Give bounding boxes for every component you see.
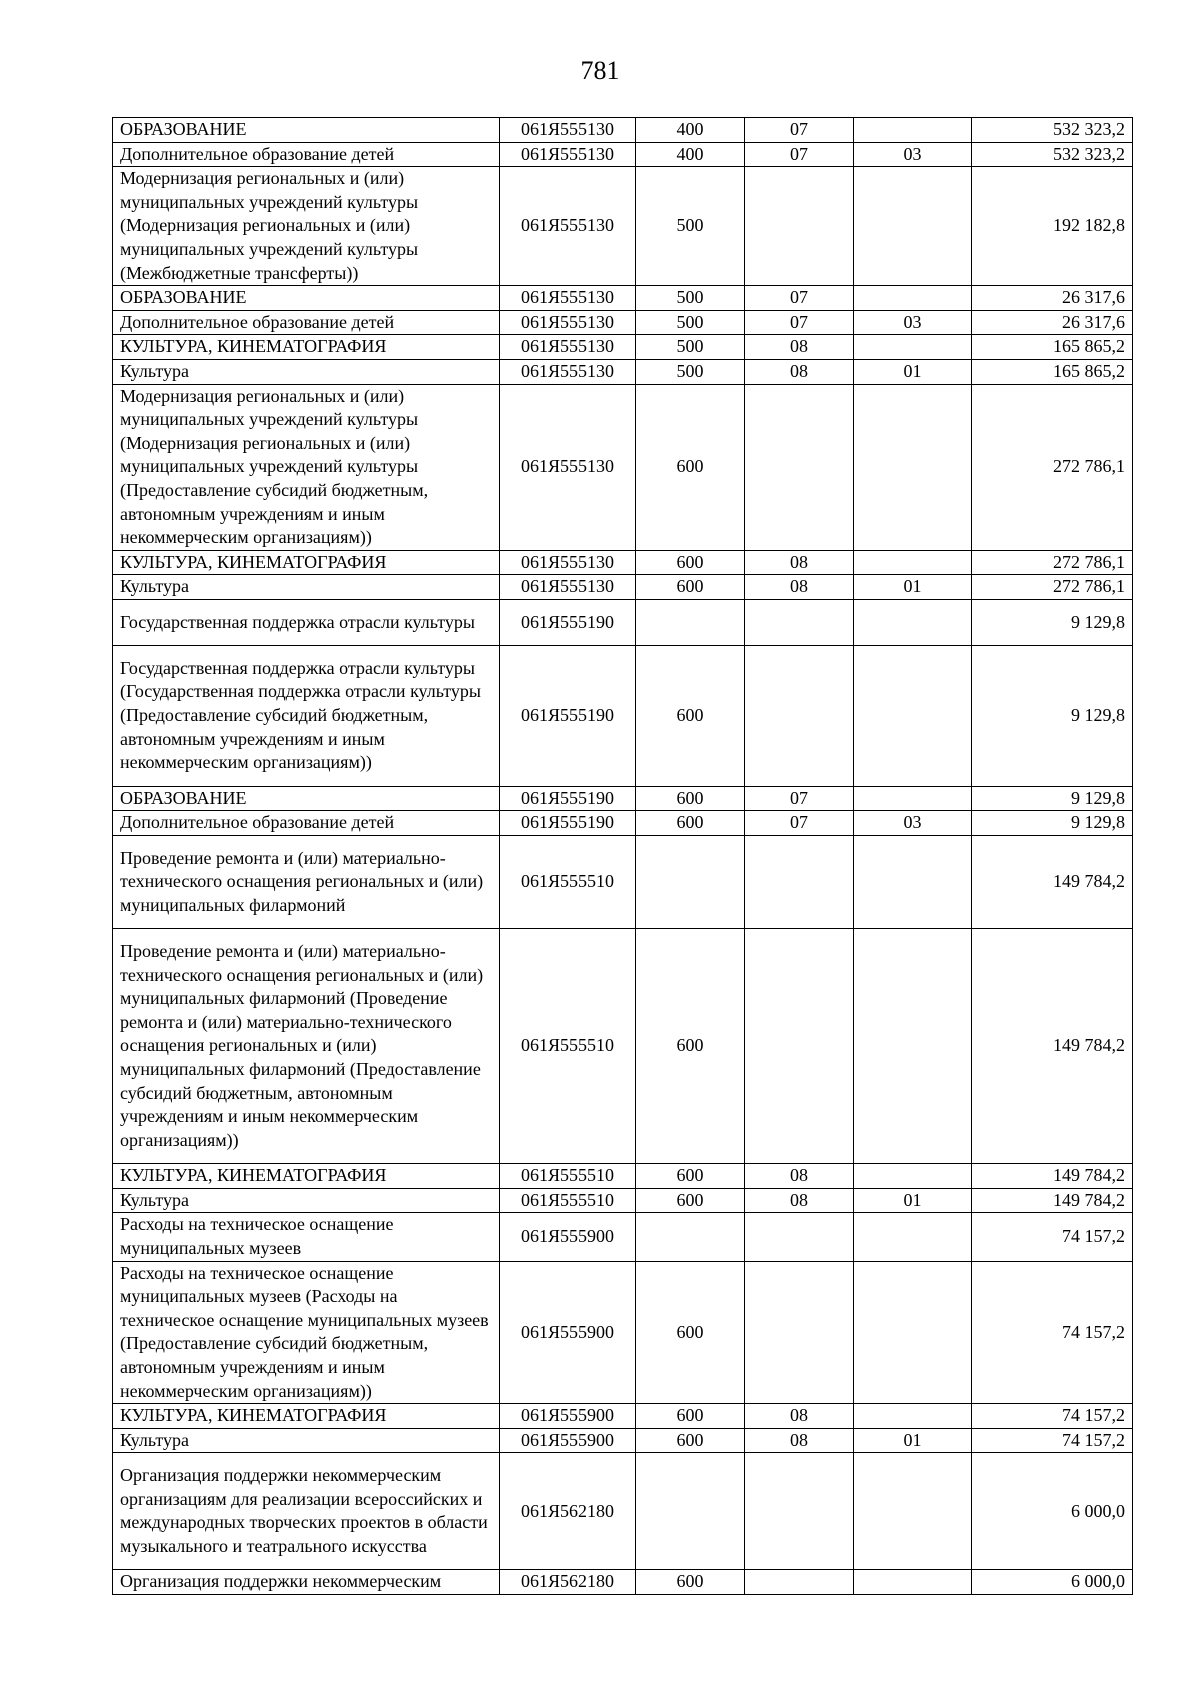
row-code: 061Я555510 (500, 835, 636, 928)
row-name: Государственная поддержка отрасли культуры (113, 599, 500, 645)
table-row (113, 1453, 1133, 1570)
row-section (745, 1261, 854, 1404)
row-code: 061Я555130 (500, 118, 636, 143)
row-expense-type: 500 (636, 310, 745, 335)
row-name: КУЛЬТУРА, КИНЕМАТОГРАФИЯ (113, 550, 500, 575)
row-subsection (854, 1164, 972, 1189)
row-section: 08 (745, 359, 854, 384)
row-amount: 6 000,0 (972, 1570, 1133, 1595)
row-subsection (854, 929, 972, 1164)
row-name: Организация поддержки некоммерческим (113, 1570, 500, 1595)
row-expense-type: 500 (636, 167, 745, 286)
row-expense-type: 600 (636, 550, 745, 575)
row-amount: 26 317,6 (972, 286, 1133, 311)
row-code: 061Я555130 (500, 359, 636, 384)
row-amount: 192 182,8 (972, 167, 1133, 286)
row-expense-type: 600 (636, 1164, 745, 1189)
row-expense-type: 600 (636, 1570, 745, 1595)
row-subsection (854, 335, 972, 360)
table-row (113, 142, 1133, 167)
table-row (113, 1428, 1133, 1453)
row-section: 08 (745, 1404, 854, 1429)
row-name: Дополнительное образование детей (113, 142, 500, 167)
row-name: КУЛЬТУРА, КИНЕМАТОГРАФИЯ (113, 1404, 500, 1429)
table-row (113, 310, 1133, 335)
row-code: 061Я555130 (500, 286, 636, 311)
row-code: 061Я555900 (500, 1428, 636, 1453)
row-subsection (854, 1570, 972, 1595)
row-amount: 272 786,1 (972, 575, 1133, 600)
row-section: 07 (745, 142, 854, 167)
row-amount: 9 129,8 (972, 786, 1133, 811)
row-amount: 149 784,2 (972, 1188, 1133, 1213)
row-amount: 6 000,0 (972, 1453, 1133, 1570)
row-subsection (854, 1404, 972, 1429)
row-expense-type: 500 (636, 286, 745, 311)
row-expense-type (636, 599, 745, 645)
row-name: Культура (113, 1428, 500, 1453)
row-expense-type (636, 1213, 745, 1261)
table-row (113, 1164, 1133, 1189)
row-subsection (854, 167, 972, 286)
row-name: Дополнительное образование детей (113, 811, 500, 836)
row-amount: 9 129,8 (972, 599, 1133, 645)
table-row (113, 359, 1133, 384)
table-row (113, 1404, 1133, 1429)
row-subsection (854, 1261, 972, 1404)
row-code: 061Я555130 (500, 384, 636, 550)
row-code: 061Я555190 (500, 599, 636, 645)
row-section (745, 599, 854, 645)
row-subsection (854, 550, 972, 575)
row-section: 07 (745, 786, 854, 811)
row-amount: 9 129,8 (972, 646, 1133, 787)
row-expense-type: 600 (636, 575, 745, 600)
row-code: 061Я555130 (500, 335, 636, 360)
table-row (113, 335, 1133, 360)
row-section (745, 1570, 854, 1595)
row-code: 061Я562180 (500, 1453, 636, 1570)
row-code: 061Я555900 (500, 1213, 636, 1261)
row-name: Расходы на техническое оснащение муниципальных музеев (Расходы на техническое оснащение муниципальных музеев (Предоставление субсидий бюджетным, автономным учреждениям и иным некоммерческим организациям)) (113, 1261, 500, 1404)
row-subsection: 01 (854, 1428, 972, 1453)
table-row (113, 1188, 1133, 1213)
row-section (745, 384, 854, 550)
row-subsection (854, 1453, 972, 1570)
table-row (113, 384, 1133, 550)
row-amount: 165 865,2 (972, 359, 1133, 384)
row-amount: 165 865,2 (972, 335, 1133, 360)
row-section: 08 (745, 1428, 854, 1453)
row-amount: 532 323,2 (972, 142, 1133, 167)
row-amount: 532 323,2 (972, 118, 1133, 143)
row-expense-type: 600 (636, 1188, 745, 1213)
row-subsection: 01 (854, 359, 972, 384)
row-section (745, 646, 854, 787)
row-code: 061Я555900 (500, 1404, 636, 1429)
row-section: 07 (745, 310, 854, 335)
table-row (113, 929, 1133, 1164)
table-row (113, 646, 1133, 787)
row-code: 061Я555190 (500, 646, 636, 787)
row-subsection: 03 (854, 811, 972, 836)
row-expense-type: 600 (636, 646, 745, 787)
row-name: Государственная поддержка отрасли культуры (Государственная поддержка отрасли культуры (Предоставление субсидий бюджетным, автономным учреждениям и иным некоммерческим организациям)) (113, 646, 500, 787)
row-code: 061Я555130 (500, 310, 636, 335)
row-amount: 74 157,2 (972, 1261, 1133, 1404)
row-subsection: 03 (854, 142, 972, 167)
row-amount: 26 317,6 (972, 310, 1133, 335)
row-section (745, 167, 854, 286)
row-name: Дополнительное образование детей (113, 310, 500, 335)
row-expense-type: 600 (636, 786, 745, 811)
row-subsection: 01 (854, 1188, 972, 1213)
row-expense-type: 500 (636, 335, 745, 360)
row-code: 061Я562180 (500, 1570, 636, 1595)
table-row (113, 811, 1133, 836)
row-subsection (854, 1213, 972, 1261)
row-expense-type: 600 (636, 929, 745, 1164)
row-amount: 74 157,2 (972, 1213, 1133, 1261)
row-subsection (854, 646, 972, 787)
row-name: Культура (113, 359, 500, 384)
table-row (113, 1570, 1133, 1595)
row-name: КУЛЬТУРА, КИНЕМАТОГРАФИЯ (113, 1164, 500, 1189)
row-code: 061Я555900 (500, 1261, 636, 1404)
table-row (113, 1213, 1133, 1261)
table-row (113, 286, 1133, 311)
row-code: 061Я555510 (500, 1164, 636, 1189)
row-expense-type: 600 (636, 1428, 745, 1453)
row-code: 061Я555190 (500, 811, 636, 836)
row-subsection: 01 (854, 575, 972, 600)
row-amount: 74 157,2 (972, 1428, 1133, 1453)
row-expense-type: 600 (636, 1404, 745, 1429)
row-expense-type: 600 (636, 384, 745, 550)
row-subsection (854, 286, 972, 311)
row-name: Модернизация региональных и (или) муниципальных учреждений культуры (Модернизация региональных и (или) муниципальных учреждений культуры (Межбюджетные трансферты)) (113, 167, 500, 286)
row-amount: 272 786,1 (972, 550, 1133, 575)
row-code: 061Я555510 (500, 929, 636, 1164)
table-row (113, 118, 1133, 143)
row-amount: 74 157,2 (972, 1404, 1133, 1429)
row-section (745, 1213, 854, 1261)
row-section (745, 1453, 854, 1570)
row-name: Организация поддержки некоммерческим организациям для реализации всероссийских и международных творческих проектов в области музыкального и театрального искусства (113, 1453, 500, 1570)
row-subsection (854, 384, 972, 550)
table-row (113, 550, 1133, 575)
row-code: 061Я555510 (500, 1188, 636, 1213)
page-number: 781 (580, 56, 620, 85)
row-code: 061Я555130 (500, 167, 636, 286)
row-section (745, 835, 854, 928)
row-name: КУЛЬТУРА, КИНЕМАТОГРАФИЯ (113, 335, 500, 360)
budget-table (112, 117, 1133, 1595)
row-section: 08 (745, 1188, 854, 1213)
row-amount: 9 129,8 (972, 811, 1133, 836)
row-name: Культура (113, 575, 500, 600)
row-amount: 149 784,2 (972, 1164, 1133, 1189)
row-expense-type: 600 (636, 811, 745, 836)
row-amount: 149 784,2 (972, 929, 1133, 1164)
table-row (113, 167, 1133, 286)
row-section (745, 929, 854, 1164)
row-name: Проведение ремонта и (или) материально-технического оснащения региональных и (или) муниципальных филармоний (113, 835, 500, 928)
row-subsection (854, 786, 972, 811)
row-expense-type: 600 (636, 1261, 745, 1404)
row-code: 061Я555130 (500, 142, 636, 167)
row-name: ОБРАЗОВАНИЕ (113, 118, 500, 143)
table-row (113, 786, 1133, 811)
row-name: ОБРАЗОВАНИЕ (113, 786, 500, 811)
row-section: 07 (745, 286, 854, 311)
row-expense-type: 400 (636, 118, 745, 143)
row-amount: 272 786,1 (972, 384, 1133, 550)
row-code: 061Я555130 (500, 575, 636, 600)
row-section: 08 (745, 550, 854, 575)
row-code: 061Я555190 (500, 786, 636, 811)
table-row (113, 835, 1133, 928)
row-section: 07 (745, 811, 854, 836)
row-subsection (854, 118, 972, 143)
row-amount: 149 784,2 (972, 835, 1133, 928)
budget-table-body (113, 118, 1133, 1595)
row-name: Расходы на техническое оснащение муниципальных музеев (113, 1213, 500, 1261)
row-name: ОБРАЗОВАНИЕ (113, 286, 500, 311)
row-section: 08 (745, 335, 854, 360)
row-code: 061Я555130 (500, 550, 636, 575)
row-section: 07 (745, 118, 854, 143)
row-subsection (854, 599, 972, 645)
row-expense-type (636, 1453, 745, 1570)
row-name: Модернизация региональных и (или) муниципальных учреждений культуры (Модернизация региональных и (или) муниципальных учреждений культуры (Предоставление субсидий бюджетным, автономным учреждениям и иным некоммерческим организациям)) (113, 384, 500, 550)
row-name: Культура (113, 1188, 500, 1213)
row-expense-type (636, 835, 745, 928)
row-subsection: 03 (854, 310, 972, 335)
row-expense-type: 400 (636, 142, 745, 167)
table-row (113, 1261, 1133, 1404)
row-expense-type: 500 (636, 359, 745, 384)
table-row (113, 575, 1133, 600)
table-row (113, 599, 1133, 645)
row-name: Проведение ремонта и (или) материально-технического оснащения региональных и (или) муниципальных филармоний (Проведение ремонта и (или) материально-технического оснащения региональных и (или) муниципальных филармоний (Предоставление субсидий бюджетным, автономным учреждениям и иным некоммерческим организациям)) (113, 929, 500, 1164)
row-section: 08 (745, 575, 854, 600)
row-section: 08 (745, 1164, 854, 1189)
row-subsection (854, 835, 972, 928)
